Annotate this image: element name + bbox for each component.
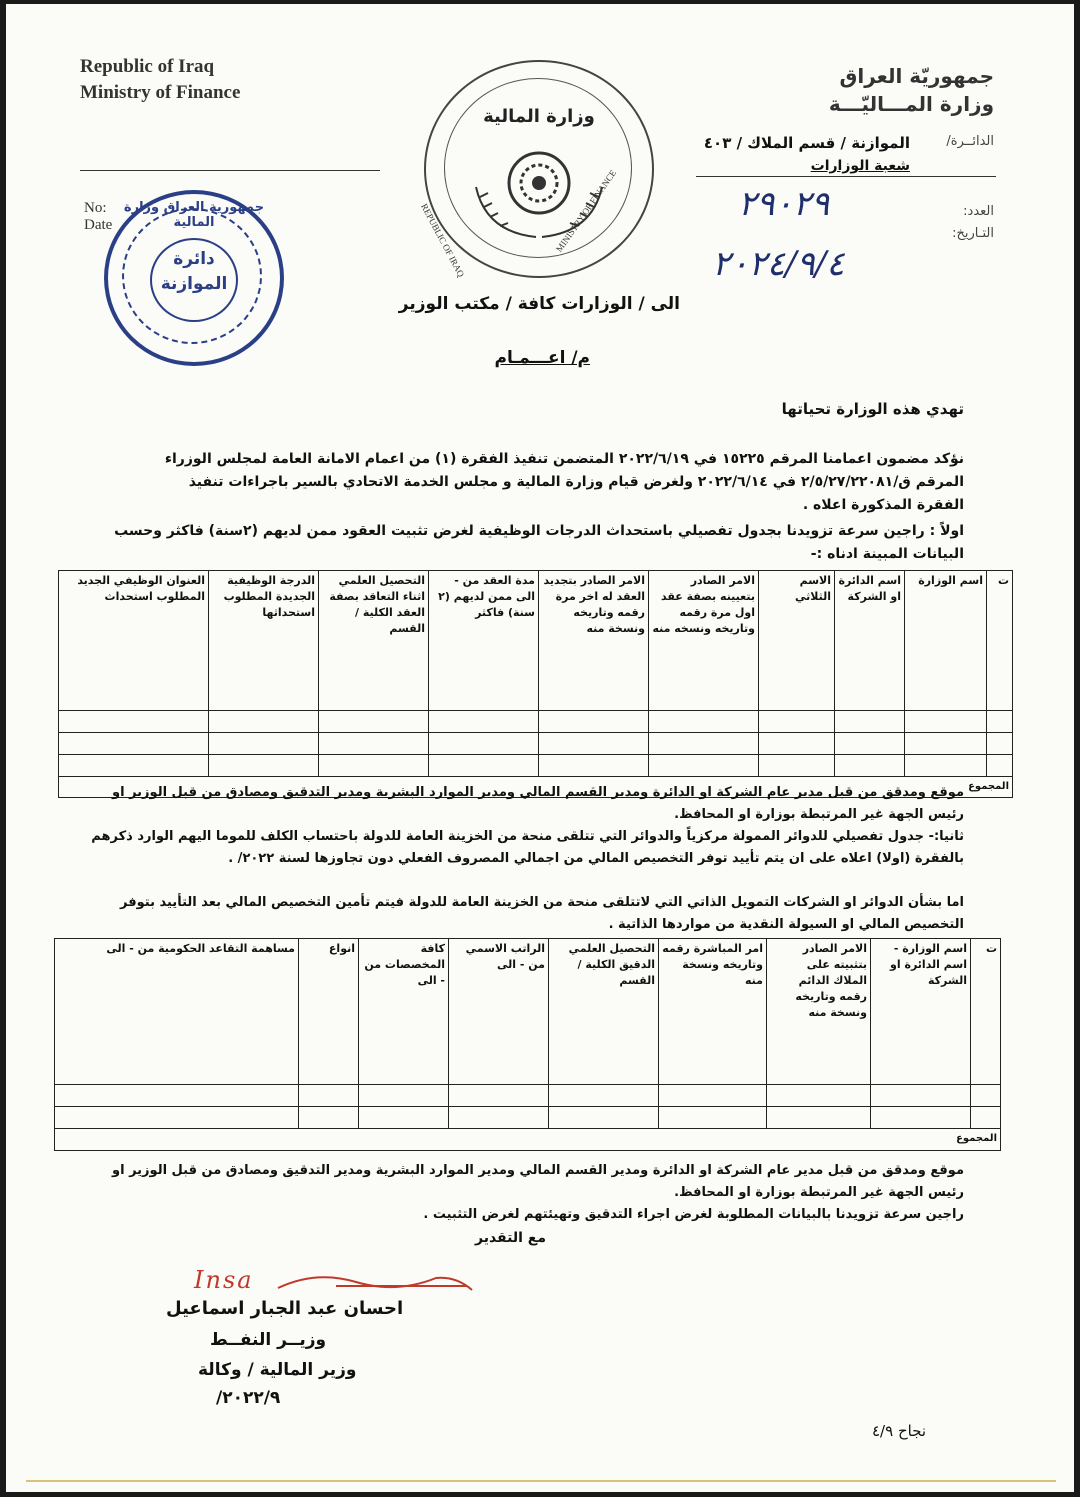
document-page — [6, 4, 1074, 1492]
signer-date: ٢٠٢٢/٩/ — [216, 1388, 281, 1408]
header-rule-right — [696, 176, 996, 177]
request-line: راجين سرعة تزويدنا بالبيانات المطلوبة لغرض اجراء التدقيق وتهيئتهم لغرض التثبيت . — [423, 1207, 964, 1222]
contracts-table — [58, 570, 1013, 798]
signoff-2 — [46, 1160, 964, 1226]
table2-total-row — [55, 1129, 1001, 1151]
stamp-ring-text: جمهورية العراق وزارة المالية — [123, 200, 265, 230]
paragraph-4 — [46, 892, 964, 936]
addressee: الى / الوزارات كافة / مكتب الوزير — [398, 294, 680, 314]
dept-value: الموازنة / قسم الملاك / ٤٠٣ — [703, 134, 910, 152]
en-date-label: Date — [84, 217, 113, 233]
signer-title-1: وزيــر النفــط — [210, 1330, 327, 1350]
table1-header: مدة العقد من - الى ممن لديهم (٢ سنة) فاكثر — [429, 571, 539, 711]
self-funded-table — [54, 938, 1001, 1151]
paragraph-3-line1: ثانيا:- جدول تفصيلي للدوائر الممولة مركزياً والدوائر التي تتلقى منحة من الخزينة العامة للدولة باحتساب الكلف للموما اليهم الوارد ذكرهم — [91, 829, 964, 844]
footer-note: نجاح ٤/٩ — [872, 1422, 927, 1440]
stamp-center-line2: الموازنة — [160, 274, 228, 294]
signoff-1-line1: موقع ومدقق من قبل مدير عام الشركة او الدائرة ومدير القسم المالي ومدير الموارد البشرية ومدير التدقيق ومصادق من قبل الوزير او — [112, 785, 964, 800]
dept-sub: شعبة الوزارات — [810, 158, 910, 174]
table2-header: التحصيل العلمي الدقيق الكلية / القسم — [549, 939, 659, 1085]
seal-ring-left: REPUBLIC OF IRAQ — [419, 202, 467, 279]
table1-header: الدرجة الوظيفية الجديدة المطلوب استحداثها — [209, 571, 319, 711]
paragraph-4-line2: التخصيص المالي او السيولة النقدية من مواردها الذاتية . — [608, 917, 964, 932]
greeting: تهدي هذه الوزارة تحياتها — [781, 400, 964, 418]
table1-header: العنوان الوظيفي الجديد المطلوب استحداث — [59, 571, 209, 711]
table1-header: الامر الصادر بتجديد العقد له اخر مرة رقمه وتاريخه ونسخة منه — [539, 571, 649, 711]
table1-header: الاسم الثلاثي — [759, 571, 835, 711]
seal-title: وزارة المالية — [483, 106, 595, 127]
paragraph-3-line2: بالفقرة (اولا) اعلاه على ان يتم تأييد توفر التخصيص المالي من اجمالي المصروف الفعلي دون تجاوزها لسنة ٢٠٢٢/ . — [228, 851, 964, 866]
table1-header: اسم الوزارة — [905, 571, 987, 711]
date-handwritten: ٢٠٢٤/٩/٤ — [712, 244, 845, 284]
table-row — [59, 733, 1013, 755]
table2-header: انواع — [299, 939, 359, 1085]
en-no-label: No: — [84, 200, 107, 216]
table-row — [59, 711, 1013, 733]
signer-title-2: وزير المالية / وكالة — [198, 1360, 357, 1380]
regards: مع التقدير — [474, 1230, 546, 1246]
table-row — [55, 1085, 1001, 1107]
budget-department-stamp — [104, 190, 284, 366]
footer-rule — [26, 1480, 1056, 1482]
paragraph-1 — [56, 448, 964, 517]
header-rule-left — [80, 170, 380, 171]
table1-header: الامر الصادر بتعيينه بصفة عقد اول مرة رقمه وتاريخه ونسخه منه — [649, 571, 759, 711]
signoff-1-line2: رئيس الجهة غير المرتبطة بوزارة او المحافظ. — [674, 807, 964, 822]
signoff-1 — [46, 782, 964, 826]
table-row — [59, 755, 1013, 777]
stamp-center-line1: دائرة — [173, 249, 215, 269]
paragraph-2-line1: اولاً : راجين سرعة تزويدنا بجدول تفصيلي باستحداث الدرجات الوظيفية لغرض تثبيت العقود ممن لديهم (٢سنة) فاكثر وحسب — [114, 523, 964, 539]
table1-header: اسم الدائرة او الشركة — [835, 571, 905, 711]
table-row — [55, 1107, 1001, 1129]
table2-header: الامر الصادر بتثبيته على الملاك الدائم رقمه وتاريخه ونسخة منه — [767, 939, 871, 1085]
table1-total-label: المجموع — [59, 777, 1013, 798]
paragraph-2-line2: البيانات المبينة ادناه :- — [810, 546, 964, 562]
table1-header: التحصيل العلمي اثناء التعاقد بصفة العقد الكلية / القسم — [319, 571, 429, 711]
table1-header: ت — [987, 571, 1013, 711]
subject: م/ اعـــمـام — [494, 348, 590, 368]
dept-label: الدائــرة/ — [946, 134, 994, 149]
paragraph-1-line1: نؤكد مضمون اعمامنا المرقم ١٥٢٢٥ في ٢٠٢٢/٦/١٩ المتضمن تنفيذ الفقرة (١) من اعمام الامانة العامة لمجلس الوزراء — [164, 451, 964, 467]
date-label: التـاريخ: — [952, 226, 994, 241]
signer-name: احسان عبد الجبار اسماعيل — [166, 1298, 404, 1319]
number-label: العدد: — [963, 204, 994, 219]
paragraph-1-line2: المرقم ق/٢/٥/٢٧/٢٢٠٨١ في ٢٠٢٢/٦/١٤ ولغرض قيام وزارة المالية و مجلس الخدمة الاتحادي بالسير باجراءات تنفيذ — [188, 474, 964, 490]
table2-header: ت — [971, 939, 1001, 1085]
table2-total-label: المجموع — [55, 1129, 1001, 1151]
table2-header: مساهمة التقاعد الحكومية من - الى — [55, 939, 299, 1085]
table2-header: الراتب الاسمي من - الى — [449, 939, 549, 1085]
number-handwritten: ٢٩٠٢٩ — [738, 184, 830, 224]
en-republic: Republic of Iraq — [80, 56, 215, 77]
ar-ministry: وزارة المـــاليّـــة — [828, 92, 994, 116]
signoff-2-line2: رئيس الجهة غير المرتبطة بوزارة او المحافظ. — [674, 1185, 964, 1200]
signoff-2-line1: موقع ومدقق من قبل مدير عام الشركة او الدائرة ومدير القسم المالي ومدير الموارد البشرية ومدير التدقيق ومصادق من قبل الوزير او — [112, 1163, 964, 1178]
table2-header-row — [55, 939, 1001, 1085]
table2-header: امر المباشرة رقمه وتاريخه ونسخة منه — [659, 939, 767, 1085]
paragraph-4-line1: اما بشأن الدوائر او الشركات التمويل الذاتي التي لاتتلقى منحة من الخزينة العامة للدولة فيتم تأمين التخصيص المالي بعد التأييد بتوفر — [120, 895, 964, 910]
ar-republic: جمهوريّة العراق — [839, 64, 994, 88]
table1-header-row — [59, 571, 1013, 711]
table2-header: كافة المخصصات من - الى — [359, 939, 449, 1085]
paragraph-1-line3: الفقرة المذكورة اعلاه . — [802, 497, 964, 513]
paragraph-3 — [46, 826, 964, 870]
en-ministry: Ministry of Finance — [80, 82, 241, 103]
paragraph-2 — [56, 520, 964, 566]
seal-ring-right: MINISTRY OF FINANCE — [554, 167, 619, 254]
table2-header: اسم الوزارة - اسم الدائرة او الشركة — [871, 939, 971, 1085]
ministry-seal — [419, 60, 654, 279]
signature-handwritten: Insa — [194, 1266, 254, 1294]
